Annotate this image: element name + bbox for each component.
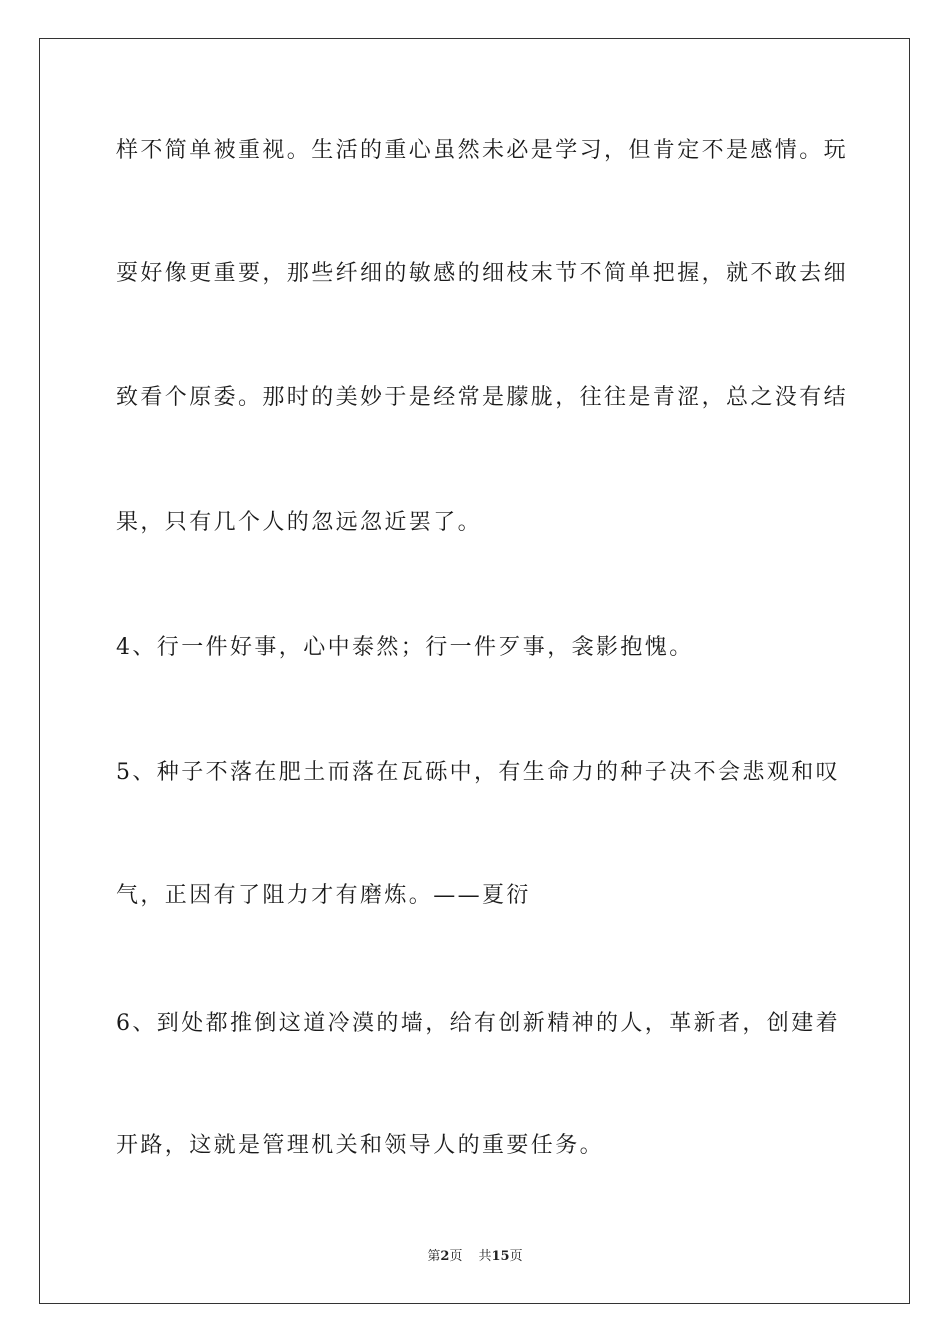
total-label-prefix: 共	[478, 1249, 492, 1264]
body-text-line: 4、行一件好事，心中泰然；行一件歹事，衾影抱愧。	[116, 635, 694, 660]
total-label-suffix: 页	[509, 1249, 523, 1264]
body-text-line: 样不简单被重视。生活的重心虽然未必是学习，但肯定不是感情。玩	[116, 138, 849, 163]
page-footer	[0, 1248, 950, 1266]
body-text-line: 开路，这就是管理机关和领导人的重要任务。	[116, 1133, 605, 1158]
page-label-prefix: 第	[427, 1249, 441, 1264]
body-text-line: 5、种子不落在肥土而落在瓦砾中，有生命力的种子决不会悲观和叹	[116, 760, 840, 785]
page-label-suffix: 页	[449, 1249, 463, 1264]
body-text-line: 果，只有几个人的忽远忽近罢了。	[116, 510, 483, 535]
body-text-line: 6、到处都推倒这道冷漠的墙，给有创新精神的人，革新者，创建着	[116, 1011, 840, 1036]
body-text-line: 耍好像更重要，那些纤细的敏感的细枝末节不简单把握，就不敢去细	[116, 261, 849, 286]
page-border	[39, 38, 910, 1304]
body-text-line: 致看个原委。那时的美妙于是经常是朦胧，往往是青涩，总之没有结	[116, 385, 849, 410]
current-page-number: 2	[440, 1249, 450, 1264]
total-page-count: 15	[491, 1249, 510, 1264]
body-text-line: 气，正因有了阻力才有磨炼。——夏衍	[116, 883, 531, 908]
